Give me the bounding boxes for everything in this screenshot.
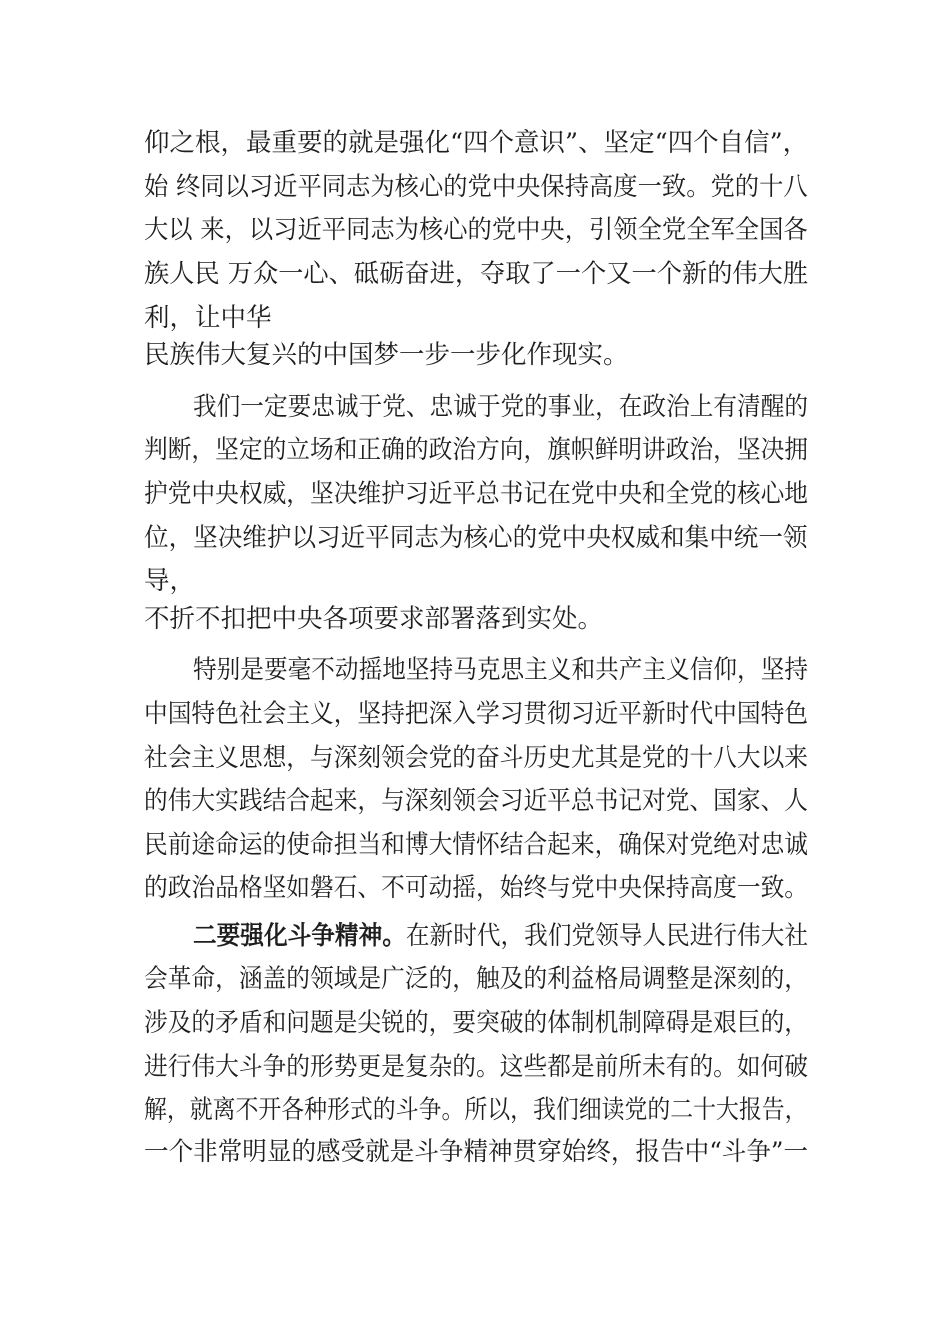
paragraph-line: 涉及的矛盾和问题是尖锐的，要突破的体制机制障碍是艰巨的， [144, 1008, 809, 1038]
section-heading: 二要强化斗争精神。 [193, 921, 406, 951]
paragraph-line: 解，就离不开各种形式的斗争。所以，我们细读党的二十大报告， [144, 1095, 808, 1125]
paragraph-line: 中国特色社会主义，坚持把深入学习贯彻习近平新时代中国特色 [144, 699, 809, 729]
paragraph-line: 会革命，涵盖的领域是广泛的，触及的利益格局调整是深刻的， [144, 964, 809, 994]
paragraph-line: 特别是要毫不动摇地坚持马克思主义和共产主义信仰，坚持 [193, 655, 809, 685]
paragraph-line: 判断，坚定的立场和正确的政治方向，旗帜鲜明讲政治，坚决拥 [144, 435, 809, 465]
paragraph-line: 族人民 万众一心、砥砺奋进，夺取了一个又一个新的伟大胜 [144, 259, 809, 289]
paragraph-line: 进行伟大斗争的形势更是复杂的。这些都是前所未有的。如何破 [144, 1052, 809, 1082]
paragraph-line [193, 921, 808, 951]
paragraph-line: 不折不扣把中央各项要求部署落到实处。 [144, 604, 604, 634]
paragraph-line: 民前途命运的使命担当和博大情怀结合起来，确保对党绝对忠诚 [144, 830, 809, 860]
paragraph-line: 大以 来，以习近平同志为核心的党中央，引领全党全军全国各 [144, 215, 808, 245]
paragraph-line: 的政治品格坚如磐石、不可动摇，始终与党中央保持高度一致。 [144, 873, 809, 903]
paragraph-line: 我们一定要忠诚于党、忠诚于党的事业，在政治上有清醒的 [193, 392, 809, 422]
paragraph-line: 利，让中华 [144, 303, 272, 333]
paragraph-line: 始 终同以习近平同志为核心的党中央保持高度一致。党的十八 [144, 172, 808, 202]
paragraph-line: 一个非常明显的感受就是斗争精神贯穿始终，报告中“斗争”一 [144, 1137, 809, 1167]
paragraph-line: 仰之根，最重要的就是强化“四个意识”、坚定“四个自信”， [144, 128, 809, 158]
paragraph-line: 导， [144, 566, 196, 596]
paragraph-line: 位，坚决维护以习近平同志为核心的党中央权威和集中统一领 [144, 523, 808, 553]
paragraph-line: 社会主义思想，与深刻领会党的奋斗历史尤其是党的十八大以来 [144, 743, 809, 773]
paragraph-text: 在新时代，我们党领导人民进行伟大社 [405, 921, 809, 951]
paragraph-line: 护党中央权威，坚决维护习近平总书记在党中央和全党的核心地 [144, 479, 809, 509]
paragraph-line: 的伟大实践结合起来，与深刻领会习近平总书记对党、国家、人 [144, 786, 809, 816]
paragraph-line: 民族伟大复兴的中国梦一步一步化作现实。 [144, 340, 629, 370]
